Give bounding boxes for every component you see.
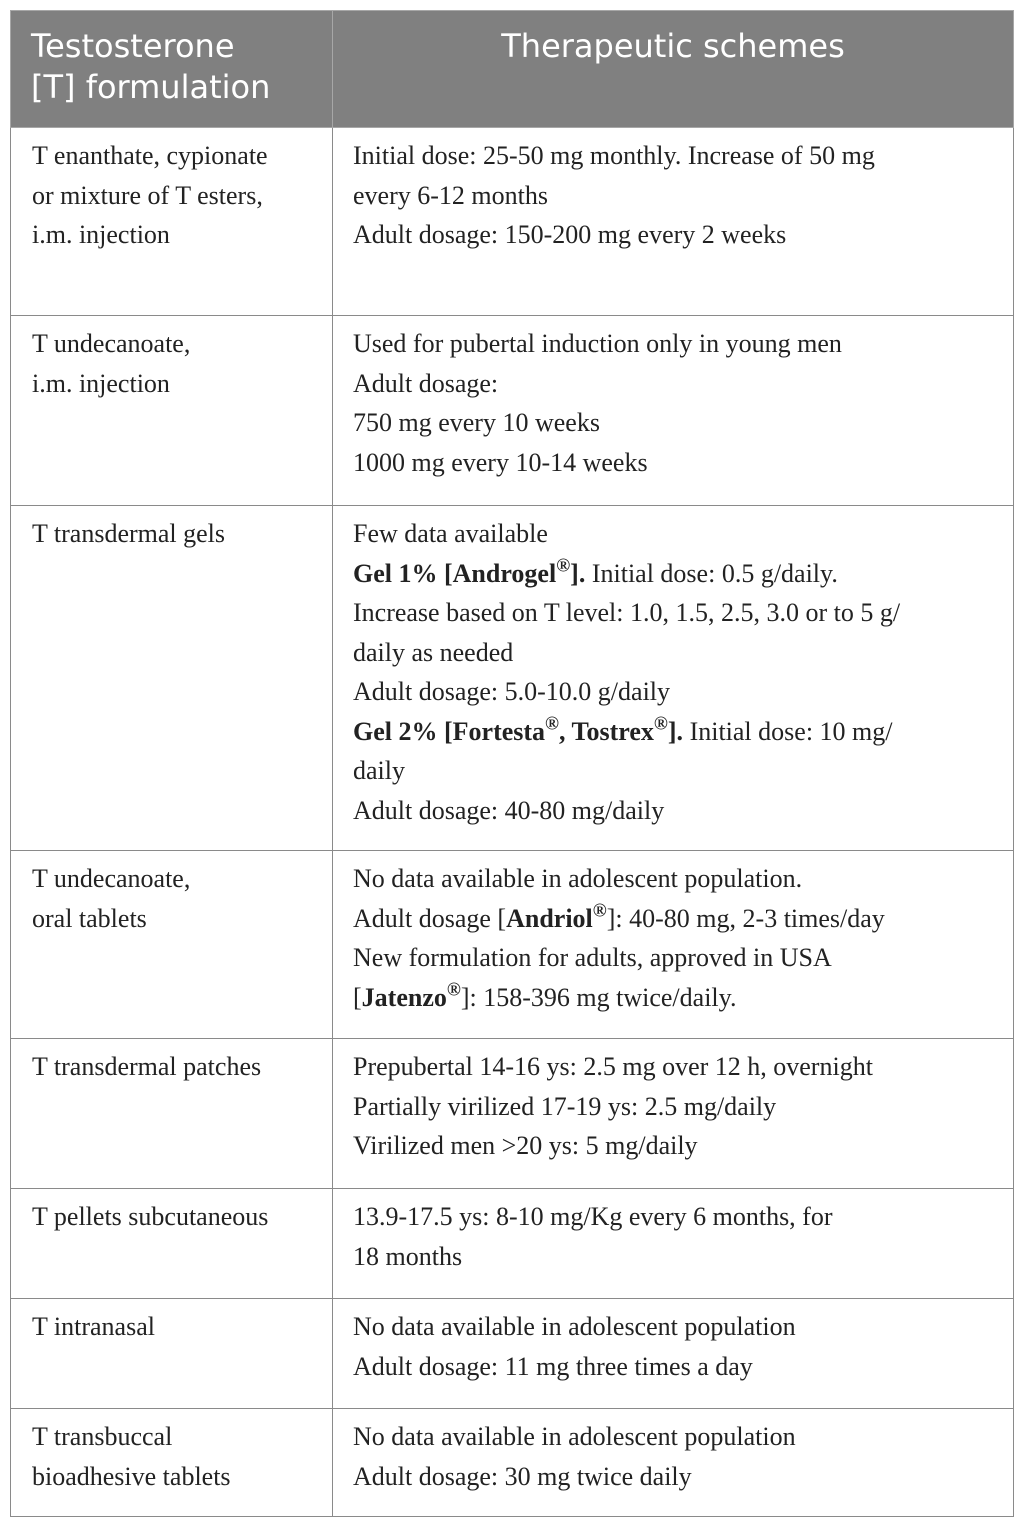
scheme-line <box>353 712 993 752</box>
formulation-line: T undecanoate, <box>32 864 191 893</box>
scheme-text: Adult dosage: 11 mg three times a day <box>353 1351 753 1381</box>
header-formulation-line: Testosterone <box>31 27 235 65</box>
scheme-text: Initial dose: 0.5 g/daily. <box>585 558 838 588</box>
formulation-line: bioadhesive tablets <box>32 1461 231 1491</box>
scheme-line <box>353 593 993 633</box>
scheme-text: No data available in adolescent population. <box>353 864 803 893</box>
scheme-line <box>353 403 993 443</box>
registered-mark: ® <box>446 979 461 1001</box>
formulation-line: or mixture of T esters, <box>32 180 263 210</box>
header-formulation-line: [T] formulation <box>31 68 271 106</box>
formulation-cell <box>11 851 333 1039</box>
scheme-line <box>353 1047 993 1087</box>
schemes-cell <box>333 1189 1014 1299</box>
scheme-text: Adult dosage: 5.0-10.0 g/daily <box>353 677 671 706</box>
scheme-text: Jatenzo <box>361 982 447 1012</box>
scheme-text: daily <box>353 756 405 785</box>
scheme-line <box>353 1457 993 1497</box>
scheme-line <box>353 791 993 831</box>
scheme-text: Adult dosage: <box>353 368 499 398</box>
scheme-text: No data available in adolescent population <box>353 1422 796 1451</box>
scheme-text: ]: 40-80 mg, 2-3 times/day <box>606 903 885 933</box>
formulation-cell <box>11 1039 333 1189</box>
scheme-text: daily as needed <box>353 637 514 667</box>
header-therapeutic-schemes <box>333 11 1014 128</box>
scheme-line <box>353 1237 993 1277</box>
formulation-line: oral tablets <box>32 903 147 933</box>
scheme-line <box>353 554 993 594</box>
formulation-cell <box>11 506 333 851</box>
formulation-cell <box>11 316 333 506</box>
scheme-line <box>353 751 993 791</box>
schemes-cell <box>333 1299 1014 1409</box>
scheme-text: No data available in adolescent population <box>353 1312 796 1341</box>
scheme-text: Adult dosage [ <box>353 903 507 933</box>
header-schemes-text: Therapeutic schemes <box>501 27 845 65</box>
scheme-text: ]: 158-396 mg twice/daily. <box>460 982 737 1012</box>
scheme-text: New formulation for adults, approved in USA <box>353 943 832 972</box>
schemes-cell <box>333 1039 1014 1189</box>
registered-mark: ® <box>592 900 607 922</box>
formulation-line: T enanthate, cypionate <box>32 141 268 170</box>
scheme-text: Adult dosage: 30 mg twice daily <box>353 1461 692 1491</box>
scheme-text: Used for pubertal induction only in young men <box>353 329 842 358</box>
formulation-line: i.m. injection <box>32 220 170 249</box>
scheme-line <box>353 215 993 255</box>
scheme-text: Prepubertal 14-16 ys: 2.5 mg over 12 h, overnight <box>353 1052 873 1081</box>
scheme-line <box>353 1197 993 1237</box>
formulation-line: T pellets subcutaneous <box>32 1202 269 1231</box>
scheme-text: 1000 mg every 10-14 weeks <box>353 447 648 477</box>
scheme-line <box>353 1417 993 1457</box>
scheme-line <box>353 672 993 712</box>
scheme-text: Gel 1% [Androgel <box>353 558 557 588</box>
scheme-line <box>353 899 993 939</box>
header-formulation <box>11 11 333 128</box>
scheme-line <box>353 1347 993 1387</box>
scheme-text: 750 mg every 10 weeks <box>353 408 600 437</box>
scheme-line <box>353 1307 993 1347</box>
table-row <box>11 506 1014 851</box>
scheme-text: every 6-12 months <box>353 180 548 210</box>
scheme-line <box>353 1087 993 1127</box>
scheme-text: 18 months <box>353 1241 463 1271</box>
scheme-text: Adult dosage: 40-80 mg/daily <box>353 795 665 825</box>
formulation-line: T undecanoate, <box>32 329 191 358</box>
header-row <box>11 11 1014 128</box>
scheme-line <box>353 633 993 673</box>
scheme-text: Initial dose: 10 mg/ <box>683 716 893 746</box>
scheme-line <box>353 443 993 483</box>
scheme-text: Andriol <box>506 903 593 933</box>
scheme-text: Few data available <box>353 519 548 548</box>
formulation-line: i.m. injection <box>32 368 170 398</box>
scheme-text: Initial dose: 25-50 mg monthly. Increase of 50 mg <box>353 141 875 170</box>
scheme-text: ]. <box>570 558 586 588</box>
table-row <box>11 1299 1014 1409</box>
scheme-line <box>353 136 993 176</box>
formulation-cell <box>11 128 333 316</box>
scheme-line <box>353 514 993 554</box>
scheme-line <box>353 859 993 899</box>
schemes-cell <box>333 316 1014 506</box>
scheme-text: 13.9-17.5 ys: 8-10 mg/Kg every 6 months, for <box>353 1202 833 1231</box>
scheme-line <box>353 938 993 978</box>
registered-mark: ® <box>653 713 668 735</box>
formulation-cell <box>11 1299 333 1409</box>
scheme-text: ]. <box>667 716 684 746</box>
scheme-line <box>353 176 993 216</box>
scheme-text: Virilized men >20 ys: 5 mg/daily <box>353 1131 698 1160</box>
scheme-line <box>353 364 993 404</box>
scheme-text: Partially virilized 17-19 ys: 2.5 mg/daily <box>353 1091 777 1121</box>
scheme-text: Adult dosage: 150-200 mg every 2 weeks <box>353 220 787 249</box>
schemes-cell <box>333 1409 1014 1517</box>
scheme-text: Gel 2% [Fortesta <box>353 716 546 746</box>
scheme-text: , Tostrex <box>559 716 654 746</box>
formulation-line: T intranasal <box>32 1312 155 1341</box>
formulation-cell <box>11 1409 333 1517</box>
scheme-text: Increase based on T level: 1.0, 1.5, 2.5, 3.0 or to 5 g/ <box>353 598 901 627</box>
formulation-line: T transdermal patches <box>32 1052 262 1081</box>
schemes-cell <box>333 506 1014 851</box>
formulation-line: T transbuccal <box>32 1422 173 1451</box>
table-row <box>11 1039 1014 1189</box>
formulation-cell <box>11 1189 333 1299</box>
scheme-line <box>353 324 993 364</box>
schemes-cell <box>333 851 1014 1039</box>
scheme-line <box>353 978 993 1018</box>
table-row <box>11 1189 1014 1299</box>
schemes-cell <box>333 128 1014 316</box>
registered-mark: ® <box>556 555 571 577</box>
scheme-text: [ <box>353 982 362 1012</box>
formulation-line: T transdermal gels <box>32 519 226 548</box>
table-row <box>11 1409 1014 1517</box>
table-row <box>11 128 1014 316</box>
dosing-table <box>10 10 1014 1517</box>
registered-mark: ® <box>545 713 560 735</box>
table-row <box>11 316 1014 506</box>
table-row <box>11 851 1014 1039</box>
scheme-line <box>353 1126 993 1166</box>
